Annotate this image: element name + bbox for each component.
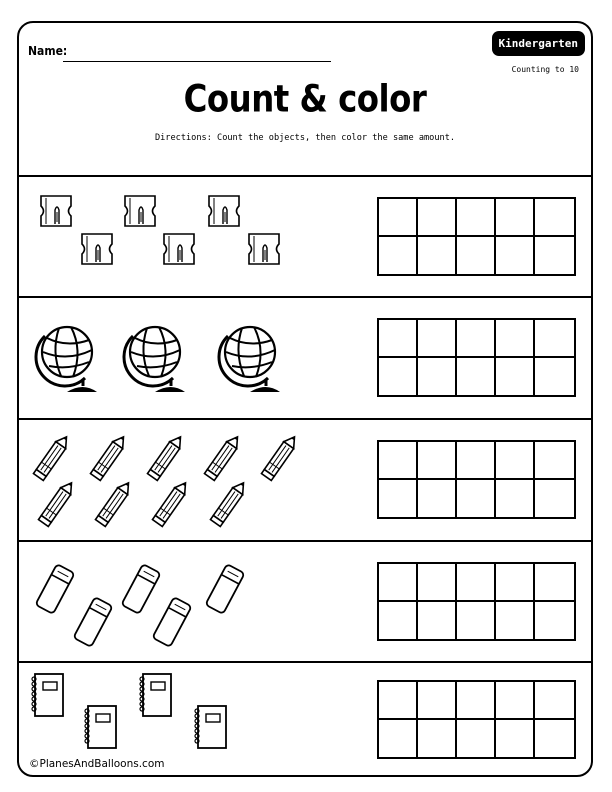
ten-frame-cell[interactable] xyxy=(496,320,535,358)
name-label: Name: xyxy=(28,44,68,58)
pencil-icon xyxy=(93,480,133,530)
pencil-sharpener-icon xyxy=(39,194,73,228)
ten-frame-cell[interactable] xyxy=(457,199,496,237)
object-group xyxy=(19,298,359,418)
ten-frame-cell[interactable] xyxy=(379,320,418,358)
ten-frame[interactable] xyxy=(377,562,576,641)
ten-frame-cell[interactable] xyxy=(457,564,496,602)
ten-frame-cell[interactable] xyxy=(379,199,418,237)
ten-frame-cell[interactable] xyxy=(457,682,496,720)
copyright-credit: ©PlanesAndBalloons.com xyxy=(29,758,165,770)
ten-frame-cell[interactable] xyxy=(379,682,418,720)
ten-frame-cell[interactable] xyxy=(535,564,574,602)
globe-icon xyxy=(220,320,282,394)
ten-frame-cell[interactable] xyxy=(535,237,574,275)
ten-frame-cell[interactable] xyxy=(535,720,574,758)
ten-frame-cell[interactable] xyxy=(496,682,535,720)
ten-frame-cell[interactable] xyxy=(535,199,574,237)
object-group xyxy=(19,542,359,661)
ten-frame-cell[interactable] xyxy=(496,237,535,275)
ten-frame-cell[interactable] xyxy=(496,480,535,518)
ten-frame-cell[interactable] xyxy=(418,480,457,518)
ten-frame-cell[interactable] xyxy=(535,358,574,396)
ten-frame-cell[interactable] xyxy=(496,442,535,480)
pencil-icon xyxy=(150,480,190,530)
ten-frame-cell[interactable] xyxy=(535,682,574,720)
ten-frame-cell[interactable] xyxy=(379,442,418,480)
ten-frame-cell[interactable] xyxy=(457,320,496,358)
ten-frame-cell[interactable] xyxy=(496,358,535,396)
page-title: Count & color xyxy=(183,77,427,122)
ten-frame-cell[interactable] xyxy=(457,442,496,480)
ten-frame[interactable] xyxy=(377,197,576,276)
pencil-sharpener-icon xyxy=(247,232,281,266)
eraser-icon xyxy=(37,562,73,616)
notebook-icon xyxy=(82,704,118,750)
ten-frame-cell[interactable] xyxy=(496,602,535,640)
ten-frame-cell[interactable] xyxy=(535,480,574,518)
count-row-globes xyxy=(19,296,591,418)
ten-frame-cell[interactable] xyxy=(379,602,418,640)
pencil-icon xyxy=(208,480,248,530)
ten-frame-cell[interactable] xyxy=(418,602,457,640)
name-field[interactable] xyxy=(63,61,331,62)
ten-frame[interactable] xyxy=(377,440,576,519)
ten-frame-cell[interactable] xyxy=(418,682,457,720)
pencil-icon xyxy=(31,434,71,484)
globe-icon xyxy=(37,320,99,394)
ten-frame-cell[interactable] xyxy=(418,442,457,480)
ten-frame-cell[interactable] xyxy=(418,237,457,275)
pencil-sharpener-icon xyxy=(123,194,157,228)
ten-frame-cell[interactable] xyxy=(496,199,535,237)
ten-frame-cell[interactable] xyxy=(418,358,457,396)
pencil-icon xyxy=(88,434,128,484)
notebook-icon xyxy=(192,704,228,750)
ten-frame-cell[interactable] xyxy=(496,720,535,758)
ten-frame[interactable] xyxy=(377,318,576,397)
count-row-sharpeners xyxy=(19,175,591,296)
ten-frame-cell[interactable] xyxy=(418,320,457,358)
notebook-icon xyxy=(137,672,173,718)
ten-frame-cell[interactable] xyxy=(379,237,418,275)
ten-frame-cell[interactable] xyxy=(535,602,574,640)
object-group xyxy=(19,177,359,296)
worksheet-header xyxy=(19,23,591,175)
ten-frame-cell[interactable] xyxy=(457,237,496,275)
ten-frame-cell[interactable] xyxy=(535,320,574,358)
grade-badge: Kindergarten xyxy=(492,31,585,56)
worksheet-frame xyxy=(17,21,593,777)
ten-frame-cell[interactable] xyxy=(379,564,418,602)
ten-frame-cell[interactable] xyxy=(418,199,457,237)
ten-frame-cell[interactable] xyxy=(457,358,496,396)
ten-frame-cell[interactable] xyxy=(418,564,457,602)
eraser-icon xyxy=(207,562,243,616)
ten-frame-cell[interactable] xyxy=(418,720,457,758)
pencil-icon xyxy=(202,434,242,484)
ten-frame-cell[interactable] xyxy=(457,720,496,758)
eraser-icon xyxy=(154,595,190,649)
pencil-icon xyxy=(259,434,299,484)
pencil-sharpener-icon xyxy=(207,194,241,228)
ten-frame-cell[interactable] xyxy=(535,442,574,480)
ten-frame-cell[interactable] xyxy=(457,602,496,640)
globe-icon xyxy=(125,320,187,394)
ten-frame[interactable] xyxy=(377,680,576,759)
eraser-icon xyxy=(75,595,111,649)
worksheet-subtitle: Counting to 10 xyxy=(511,65,579,74)
pencil-sharpener-icon xyxy=(162,232,196,266)
directions-text: Directions: Count the objects, then color the same amount. xyxy=(154,133,456,143)
ten-frame-cell[interactable] xyxy=(379,480,418,518)
ten-frame-cell[interactable] xyxy=(496,564,535,602)
ten-frame-cell[interactable] xyxy=(379,358,418,396)
pencil-sharpener-icon xyxy=(80,232,114,266)
ten-frame-cell[interactable] xyxy=(379,720,418,758)
count-row-erasers xyxy=(19,540,591,661)
count-row-notebooks xyxy=(19,661,591,777)
pencil-icon xyxy=(36,480,76,530)
pencil-icon xyxy=(145,434,185,484)
count-row-pencils xyxy=(19,418,591,540)
ten-frame-cell[interactable] xyxy=(457,480,496,518)
object-group xyxy=(19,420,359,540)
notebook-icon xyxy=(29,672,65,718)
